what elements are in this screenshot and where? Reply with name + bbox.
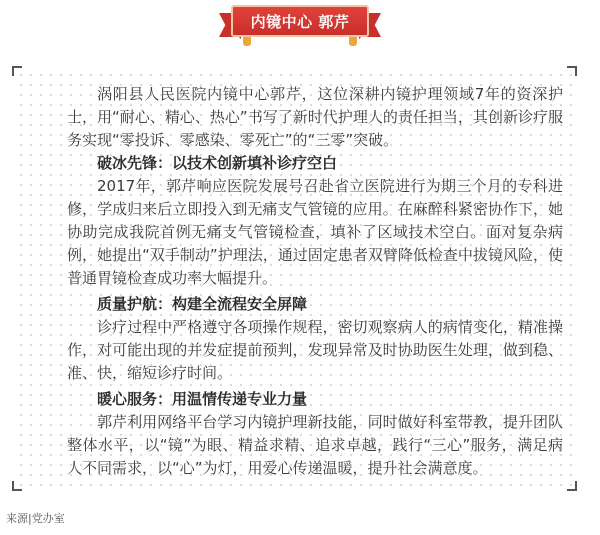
banner-title: 内镜中心 郭芹 [250, 12, 350, 31]
banner-tassel-right [349, 37, 357, 46]
frame-corner-top-left [12, 66, 22, 76]
frame-corner-top-right [567, 66, 577, 76]
banner-tassel-left [243, 37, 251, 46]
frame-corner-bottom-right [567, 481, 577, 491]
banner-plate [231, 5, 369, 37]
source-label: 来源|党办室 [6, 512, 65, 525]
frame-corner-bottom-left [12, 481, 22, 491]
section-body-service: 郭芹利用网络平台学习内镜护理新技能，同时做好科室带教，提升团队整体水平，以“镜”为眼、精益求精、追求卓越，践行“三心”服务，满足病人不同需求，以“心”为灯，用爱心传递温暖，提升社会满意度。 [67, 413, 563, 477]
intro-paragraph: 涡阳县人民医院内镜中心郭芹，这位深耕内镜护理领域7年的资深护士，用“耐心、精心、热心”书写了新时代护理人的责任担当，其创新诊疗服务实现“零投诉、零感染、零死亡”的“三零”突破。 [67, 85, 563, 149]
section-body-quality: 诊疗过程中严格遵守各项操作规程，密切观察病人的病情变化，精准操作，对可能出现的并发症提前预判，发现异常及时协助医生处理，做到稳、准、快，缩短诊疗时间。 [67, 318, 563, 382]
title-banner [219, 4, 381, 48]
section-heading-innovation: 破冰先锋：以技术创新填补诊疗空白 [97, 154, 338, 172]
section-body-innovation: 2017年，郭芹响应医院发展号召赴省立医院进行为期三个月的专科进修，学成归来后立即投入到无痛支气管镜的应用。在麻醉科紧密协作下，她协助完成我院首例无痛支气管镜检查，填补了区域技术空白。面对复杂病例，她提出“双手制动”护理法，通过固定患者双臂降低检查中拔镜风险，使普通胃镜检查成功率大幅提升。 [67, 177, 563, 287]
article-frame [13, 67, 576, 490]
section-heading-quality: 质量护航：构建全流程安全屏障 [97, 295, 308, 313]
section-heading-service: 暖心服务：用温情传递专业力量 [97, 390, 308, 408]
article-content [67, 83, 563, 480]
